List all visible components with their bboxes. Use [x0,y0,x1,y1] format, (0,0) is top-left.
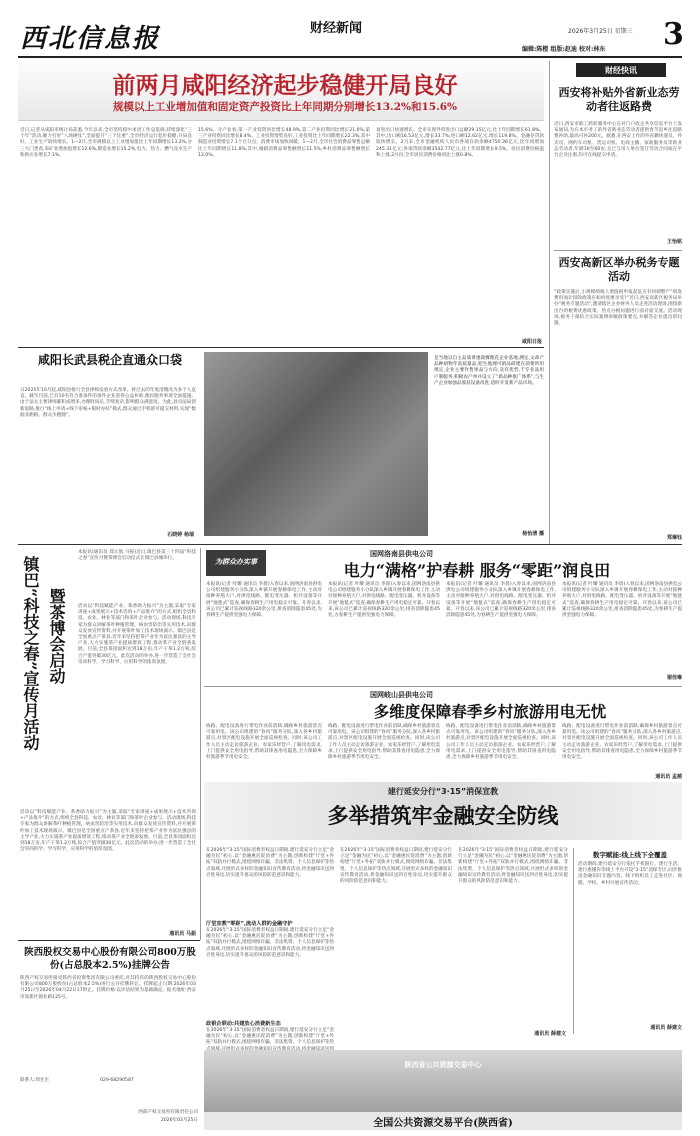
column-rule-2 [200,548,201,940]
vertical-signature: 通讯员 马振 [169,931,196,937]
column-rule-3 [573,848,574,1034]
linyou-body-2: 线路、配电设备进行带电作业前消缺,确保乡村旅游景点可靠用电。该公司组建的“春风”服务分队,深入各乡村旅游点,对景区配电设施开展全面巡视检查。同时,该公司工作人员主动走访旅游企业、农家乐经营户,了解用电需求,上门提供安全用电指导,帮助其排查用电隐患,全力保障乡村旅游季节用电安全。 [328,724,440,761]
kuaixun-signature-1: 王怡铭 [666,239,682,245]
lead-col2: 15.6%。分产业看,第一产业投资同比增长48.9%,第二产业投资同比增长21.6%,第三产业投资同比增长8.4%。工业投资增势良好,工业投资比上年同期增长22.3%,其中制造业投资增长7.1个百分点。消费市场加快回暖。1—2月,全市社会消费品零售总额比上年同期增长11.8%,其中,城镇消费品零售额增长11.5%,乡村消费品零售额增长13.0%。 [198,128,370,158]
zhongzheng-body: 日2025年10月起,咸阳县推行全县律师发放方式改革。将过去的年度清缴改为多个人直直、截至目前,已有10名符合准条件的条件企业获得公益补助,便民服务事项全面提速。由于法太主要律师累积成增多,办理时间长,手续复杂,影响群众满意度。为此,县司法局创新思路,推行“线上申请+线下审核+限时办结”模式,群众通过手机即可提交材料,实现“数据多跑路、群众少跑腿”。 [20,388,196,418]
bottom-title: 多举措筑牢金融安全防线 [327,803,559,828]
section-divider-1 [18,347,544,348]
editors-line: 编辑:陈橙 组版:赵迪 校对:林东 [522,46,606,53]
linyou-title: 多维度保障春季乡村旅游用电无忧 [373,702,607,721]
kuaixun-title-1: 西安将补贴外省新业态劳动者往返路费 [558,86,680,113]
banner-ad-sub: 陕西省公共资源交易中心 [404,1061,482,1069]
news-photo [204,352,428,536]
ad-title: 陕西股权交易中心股份有限公司800万股份(占总股本2.5%)挂牌公告 [24,947,196,971]
kuaixun-title-2: 西安高新区举办税务专题活动 [558,256,680,283]
section-name: 财经新闻 [310,21,363,36]
lead-signature: 咸阳日报 [521,339,542,345]
vertical-title-b: 暨茶博会启动 [47,588,66,684]
linyou-heading: 国网岐山县供电公司 [370,691,433,699]
lead-headline: 前两月咸阳经济起步稳健开局良好 [112,72,458,99]
kuaixun-divider [554,250,682,251]
linyou-body-4: 线路、配电设备进行带电作业前消缺,确保乡村旅游景点可靠用电。该公司组建的“春风”服务分队,深入各乡村旅游点,对景区配电设施开展全面巡视检查。同时,该公司工作人员主动走访旅游企业、农家乐经营户,了解用电需求,上门提供安全用电指导,帮助其排查用电隐患,全力保障乡村旅游季节用电安全。 [562,724,682,761]
linyou-body-3: 线路、配电设备进行带电作业前消缺,确保乡村旅游景点可靠用电。该公司组建的“春风”服务分队,深入各乡村旅游点,对景区配电设施开展全面巡视检查。同时,该公司工作人员主动走访旅游企业、农家乐经营户,了解用电需求,上门提供安全用电指导,帮助其排查用电隐患,全力保障乡村旅游季节用电安全。 [446,724,556,761]
bottom-body-3: 在2026年“3·15”国际消费者权益日期间,建行延安分行立足“金融为民”初心,以“金融惠民促消费”为主题,创新构建“厅堂+外拓”双轨并行模式,围绕网络诈骗、非法集资、个人信息保护等热 [206,1028,334,1046]
linyou-signature: 通讯员 孟越 [655,774,682,780]
bottom-signature: 通讯员 薛建文 [534,1031,566,1037]
section-divider-3 [204,686,682,687]
kuaixun-label-text: 财经快讯 [605,66,637,75]
zhongzheng-signature: 石晓婷 杨瑞 [167,532,194,538]
nongshang-body-3: 本报讯(记者 叶耀 通讯员 李晨)入春以来,国网洛南县供电公司组建服务小分队深入乡镇开展春耕保电工作,主动对接种养殖大户,对供电线路、配电变压器、机井设备等开展“地毯式”巡查,确保春耕生产用电稳定可靠。开春以来,该公司已累计巡视线路320余公里,排查消除隐患45处,为春耕生产提供坚强电力保障。 [446,582,556,619]
nongshang-title: 电力“满格”护春耕 服务“零距”润良田 [343,561,611,580]
date-line: 2026年3月25日 星期三 [568,28,633,35]
banner-ad-text: 全国公共资源交易平台(陕西省) [373,1118,513,1129]
vertical-byline: 本报讯(通讯员 郑元航 马振)近日,镇巴县第三十四届“科技之春”宣传月暨茶博会启动仪式在镇巴县城举行。 [78,550,196,562]
photo-signature: 杨怡清 播 [522,531,544,537]
ad-sign: 西部产权交易所有限责任公司 [138,1110,198,1115]
bottom-body-2: 在2026年“3·15”国际消费者权益日期间,建行延安分行立足“金融为民”初心,以“金融惠民促消费”为主题,创新构建“厅堂+外拓”双轨并行模式,围绕网络诈骗、非法集资、个人信息保护等热点领域,开展形式多样的金融知识宣传教育活动,将金融知识送到百姓身边,切实提升群众的风险防范意识和能力。 [206,928,334,958]
nongshang-body-4: 本报讯(记者 叶耀 通讯员 李晨)入春以来,国网洛南县供电公司组建服务小分队深入乡镇开展春耕保电工作,主动对接种养殖大户,对供电线路、配电变压器、机井设备等开展“地毯式”巡查,确保春耕生产用电稳定可靠。开春以来,该公司已累计巡视线路320余公里,排查消除隐患45处,为春耕生产提供坚强电力保障。 [562,582,682,619]
page-number: 3 [663,17,684,52]
nongshang-heading: 国网洛南县供电公司 [370,550,433,558]
lead-col3: 易进出口快速增长。全市实现外贸进出口总额29.15亿元,比上年同期增长61.8%。其中,出口额16.53亿元,增长33.7%;进口额12.62亿元,增长119.8%。金融存贷款较快增长。2月末,全市金融机构人民币各项存款余额4750.36亿元,比年初增加245.31亿元;各项贷款余额3542.77亿元,比上年同期增长9.5%。居民消费价格温和上涨,2月份,全市居民消费价格同比上涨0.8%。 [376,128,544,158]
photo-caption: 是当地以自主品质黄重栽棵理花企业基地,测定,文却产品种研物年前质量品,把生地理可销品研建在前要所用规定,企业主要作售果品与方向,及有优势,于专业品用户制服务,积极农产单并设立了“新品种推广体系”,与生产企业加强品收获设备改进,适时开发新产品市场。 [434,356,544,386]
dianxin-title: 数字赋能:线上线下全覆盖 [593,851,667,859]
kuaixun-body-1: 近日,西安市职工跨转服务中心在对门户政企共享信息平台上发布通知,为在本市务工的外省新业态劳动者提供春节返乡往返路费补助,最高可补200元。据悉,在西安工作的外省籍快递员、外卖员、网约车司机、货运司机、电商主播、家政服务员等新业态劳动者,年龄16至60岁,且已与用人单位签订劳动合同或在平台企业注册,均可在线提交申请。 [554,122,682,159]
dianxin-signature: 通讯员 薛建文 [650,1025,682,1031]
masthead-rule [18,56,682,58]
bottom-subhead-1: 厅堂宣教“零距”,流动人群的金融守护 [206,921,293,927]
bottom-body-4: 在2026年“3·15”国际消费者权益日期间,建行延安分行立足“金融为民”初心,以“金融惠民促消费”为主题,创新构建“厅堂+外拓”双轨并行模式,围绕网络诈骗、非法集资、个人信息保护等热点领域,开展形式多样的金融知识宣传教育活动,将金融知识送到百姓身边,切实提升群众的风险防范意识和能力。 [340,848,452,885]
vertical-body-side: 活动以“科技赋能产业、茶香助力振兴”为主题,采取“专家讲座+成果展示+技术咨询+产品推介”的方式,组织全县科技、农业、林业等部门和茶叶企业参与。活动现场,科技专家为群众讲解茶叶种植管理、病虫害防治等实用技术,向群众发放宣传资料,并开展茶叶加工技术现场演示。镇巴县是全国重点产茶县,近年来坚持把茶产业作为富民强县的主导产业,大力实施茶产业提质增效工程,推动茶产业全链条发展。目前,全县茶园面积达到18万亩,年产干茶1.2万吨,综合产值突破30亿元。此次活动的举办,进一步营造了全社会崇尚科学、学习科学、应用科学的浓厚氛围。 [78,604,196,665]
nongshang-kicker: 为群众办实事 [215,557,257,566]
vertical-body: 活动以“科技赋能产业、茶香助力振兴”为主题,采取“专家讲座+成果展示+技术咨询+产品推介”的方式,组织全县科技、农业、林业等部门和茶叶企业参与。活动现场,科技专家为群众讲解茶叶种植管理、病虫害防治等实用技术,向群众发放宣传资料,并开展茶叶加工技术现场演示。镇巴县是全国重点产茶县,近年来坚持把茶产业作为富民强县的主导产业,大力实施茶产业提质增效工程,推动茶产业全链条发展。目前,全县茶园面积达到18万亩,年产干茶1.2万吨,综合产值突破30亿元。此次活动的举办,进一步营造了全社会崇尚科学、学习科学、应用科学的浓厚氛围。 [20,810,196,853]
zhongzheng-title: 咸阳长武县税企直通众口袋 [37,353,182,367]
ad-sign-date: 2026年03月25日 [160,1118,198,1123]
nongshang-body-2: 本报讯(记者 叶耀 通讯员 李晨)入春以来,国网洛南县供电公司组建服务小分队深入乡镇开展春耕保电工作,主动对接种养殖大户,对供电线路、配电变压器、机井设备等开展“地毯式”巡查,确保春耕生产用电稳定可靠。开春以来,该公司已累计巡视线路320余公里,排查消除隐患45处,为春耕生产提供坚强电力保障。 [328,582,440,619]
kuaixun-signature-2: 郑琳钰 [666,535,682,541]
nongshang-body-1: 本报讯(记者 叶耀 通讯员 李晨)入春以来,国网洛南县供电公司组建服务小分队深入乡镇开展春耕保电工作,主动对接种养殖大户,对供电线路、配电变压器、机井设备等开展“地毯式”巡查,确保春耕生产用电稳定可靠。开春以来,该公司已累计巡视线路320余公里,排查消除隐患45处,为春耕生产提供坚强电力保障。 [206,582,322,619]
bottom-body-5: 在2026年“3·15”国际消费者权益日期间,建行延安分行立足“金融为民”初心,以“金融惠民促消费”为主题,创新构建“厅堂+外拓”双轨并行模式,围绕网络诈骗、非法集资、个人信息保护等热点领域,开展形式多样的金融知识宣传教育活动,将金融知识送到百姓身边,切实提升群众的风险防范意识和能力。 [458,848,568,885]
section-divider-4 [18,940,200,941]
ad-body: 陕西产权交易所接受陕西省投资集团有限公司委托,对其持有的陕西股权交易中心股份有限公司800万股股份(占总股本2.5%)进行公开挂牌转让。挂牌起止日期:2026年03月25日至2026年04月22日17时止。挂牌价格:以评估结果为基础确定。报名地址:西安市高新区锦业路125号。 [20,976,196,1000]
paper-name: 西北信息报 [20,24,161,54]
vertical-title-a: 镇巴“科技之春”宣传月活动 [21,556,40,751]
lead-subhead: 规模以上工业增加值和固定资产投资比上年同期分别增长13.2%和15.6% [112,101,458,113]
column-rule [549,61,550,545]
dianxin-body: 活动期间,建行延安分行依托手机银行、建行生活、建行惠懂你等线上平台开设“3·15”消保专区,同步推送金融知识专题内容。线下组织员工走进社区、商圈、学校、乡村开展宣传活动。 [578,862,682,886]
ad-contact: 联系人:周先生 [20,1078,50,1083]
bottom-kicker: 建行延安分行“3·15”消保宣教 [387,787,499,796]
lead-col1: 近日,记者从咸阳市统计局获悉,今年以来,全市坚持稳中求进工作总基调,持续深化“三个年”活动,聚力打好“八场硬仗”,全面提升“三个比重”,全市经济运行起步稳健,开局良好。工业生产较快增长。1—2月,全市规模以上工业增加值比上年同期增长13.2%,分三大门类看,采矿业增加值增长12.6%,制造业增长15.2%,电力、热力、燃气及水生产和供应业增长7.1%。 [20,128,192,158]
bottom-subhead-2: 政银企联动:共建放心消费新生态 [206,1021,281,1027]
linyou-body-1: 线路、配电设备进行带电作业前消缺,确保乡村旅游景点可靠用电。该公司组建的“春风”服务分队,深入各乡村旅游点,对景区配电设施开展全面巡视检查。同时,该公司工作人员主动走访旅游企业、农家乐经营户,了解用电需求,上门提供安全用电指导,帮助其排查用电隐患,全力保障乡村旅游季节用电安全。 [206,724,322,761]
bottom-body-1: 在2026年“3·15”国际消费者权益日期间,建行延安分行立足“金融为民”初心,以“金融惠民促消费”为主题,创新构建“厅堂+外拓”双轨并行模式,围绕网络诈骗、非法集资、个人信息保护等热点领域,开展形式多样的金融知识宣传教育活动,将金融知识送到百姓身边,切实提升群众的风险防范意识和能力。 [206,848,334,878]
section-divider-2 [18,544,682,545]
kuaixun-body-2: “政策实施后,小规模纳税人增值税申报起征点有何调整?”“研发费用加计扣除政策应如何优惠享受?”近日,西安高新区税务局举办“税务专题活动”,邀请辖区企业财务人员走进活动现场,围绕新出台的税费优惠政策、热点办税问题进行面对面交流。活动现场,税务干部结合实际案例讲解政策要点,并解答企业提出的问题。 [554,290,682,327]
nongshang-signature: 谢佳琳 [666,675,682,681]
ad-tel: 029-68290587 [100,1078,134,1083]
